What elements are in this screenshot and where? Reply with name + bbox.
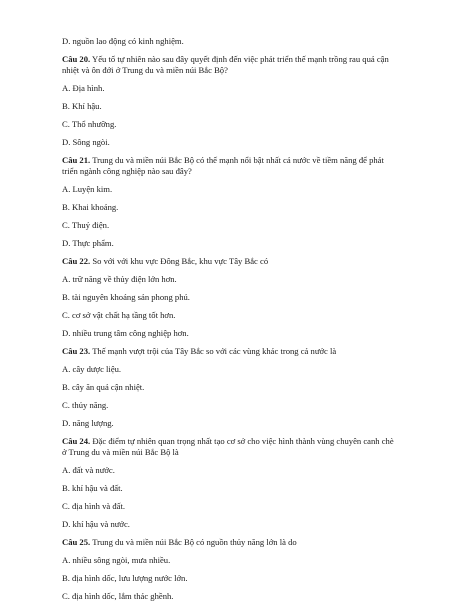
question-text-continued: ở Trung du và miền núi Bắc Bộ là (62, 447, 179, 457)
question-block (62, 537, 392, 602)
answer-option: A. trữ năng về thủy điện lớn hơn. (62, 274, 177, 284)
question-text: Yếu tố tự nhiên nào sau đây quyết định đến việc phát triển thế mạnh trồng rau quả cận (92, 54, 389, 64)
answer-option: B. địa hình dốc, lưu lượng nước lớn. (62, 573, 188, 583)
answer-option: A. Địa hình. (62, 83, 105, 93)
answer-option: D. Thực phẩm. (62, 238, 114, 248)
answer-option: C. địa hình và đất. (62, 501, 126, 511)
question-number: Câu 21. (62, 155, 91, 165)
answer-option: B. Khí hậu. (62, 101, 102, 111)
question-text: Đặc điểm tự nhiên quan trọng nhất tạo cơ sở cho việc hình thành vùng chuyên canh chè (92, 436, 394, 446)
question-number: Câu 22. (62, 256, 91, 266)
answer-option: A. nhiều sông ngòi, mưa nhiều. (62, 555, 171, 565)
question-text: So với với khu vực Đông Bắc, khu vực Tây Bắc có (92, 256, 269, 266)
answer-option: D. nhiều trung tâm công nghiệp hơn. (62, 328, 189, 338)
question-text: Trung du và miền núi Bắc Bộ có thế mạnh nổi bật nhất cả nước về tiềm năng để phát (92, 155, 384, 165)
question-stem (62, 436, 392, 447)
answer-option: B. khí hậu và đất. (62, 483, 123, 493)
answer-option: D. Sông ngòi. (62, 137, 110, 147)
question-number: Câu 20. (62, 54, 91, 64)
question-number: Câu 25. (62, 537, 91, 547)
question-stem (62, 537, 392, 548)
option-text: D. nguồn lao động có kinh nghiệm. (62, 36, 184, 46)
question-stem (62, 54, 392, 65)
answer-option: C. thủy năng. (62, 400, 109, 410)
question-block (62, 155, 392, 249)
answer-option: A. cây dược liệu. (62, 364, 122, 374)
answer-option: C. Thổ nhưỡng. (62, 119, 117, 129)
question-number: Câu 24. (62, 436, 91, 446)
answer-option: B. cây ăn quả cận nhiệt. (62, 382, 145, 392)
question-list (62, 36, 392, 609)
answer-option: C. cơ sở vật chất hạ tầng tốt hơn. (62, 310, 176, 320)
answer-option: C. địa hình dốc, lắm thác ghềnh. (62, 591, 174, 601)
question-text-continued: nhiệt và ôn đới ở Trung du và miền núi Bắc Bộ? (62, 65, 228, 75)
answer-option: D. khí hậu và nước. (62, 519, 130, 529)
answer-option: D. năng lượng. (62, 418, 114, 428)
answer-option: C. Thuỷ điện. (62, 220, 110, 230)
answer-option: B. tài nguyên khoáng sản phong phú. (62, 292, 190, 302)
answer-option: A. Luyện kim. (62, 184, 113, 194)
question-text: Trung du và miền núi Bắc Bộ có nguồn thủy năng lớn là do (92, 537, 297, 547)
question-block (62, 54, 392, 148)
question-block (62, 436, 392, 530)
question-text: Thế mạnh vượt trội của Tây Bắc so với các vùng khác trong cả nước là (92, 346, 337, 356)
answer-option: A. đất và nước. (62, 465, 115, 475)
question-text-continued: triển ngành công nghiệp nào sau đây? (62, 166, 192, 176)
question-block (62, 256, 392, 339)
question-stem (62, 155, 392, 166)
question-stem (62, 256, 392, 267)
question-block (62, 346, 392, 429)
answer-option: B. Khai khoáng. (62, 202, 119, 212)
question-number: Câu 23. (62, 346, 91, 356)
question-stem (62, 346, 392, 357)
